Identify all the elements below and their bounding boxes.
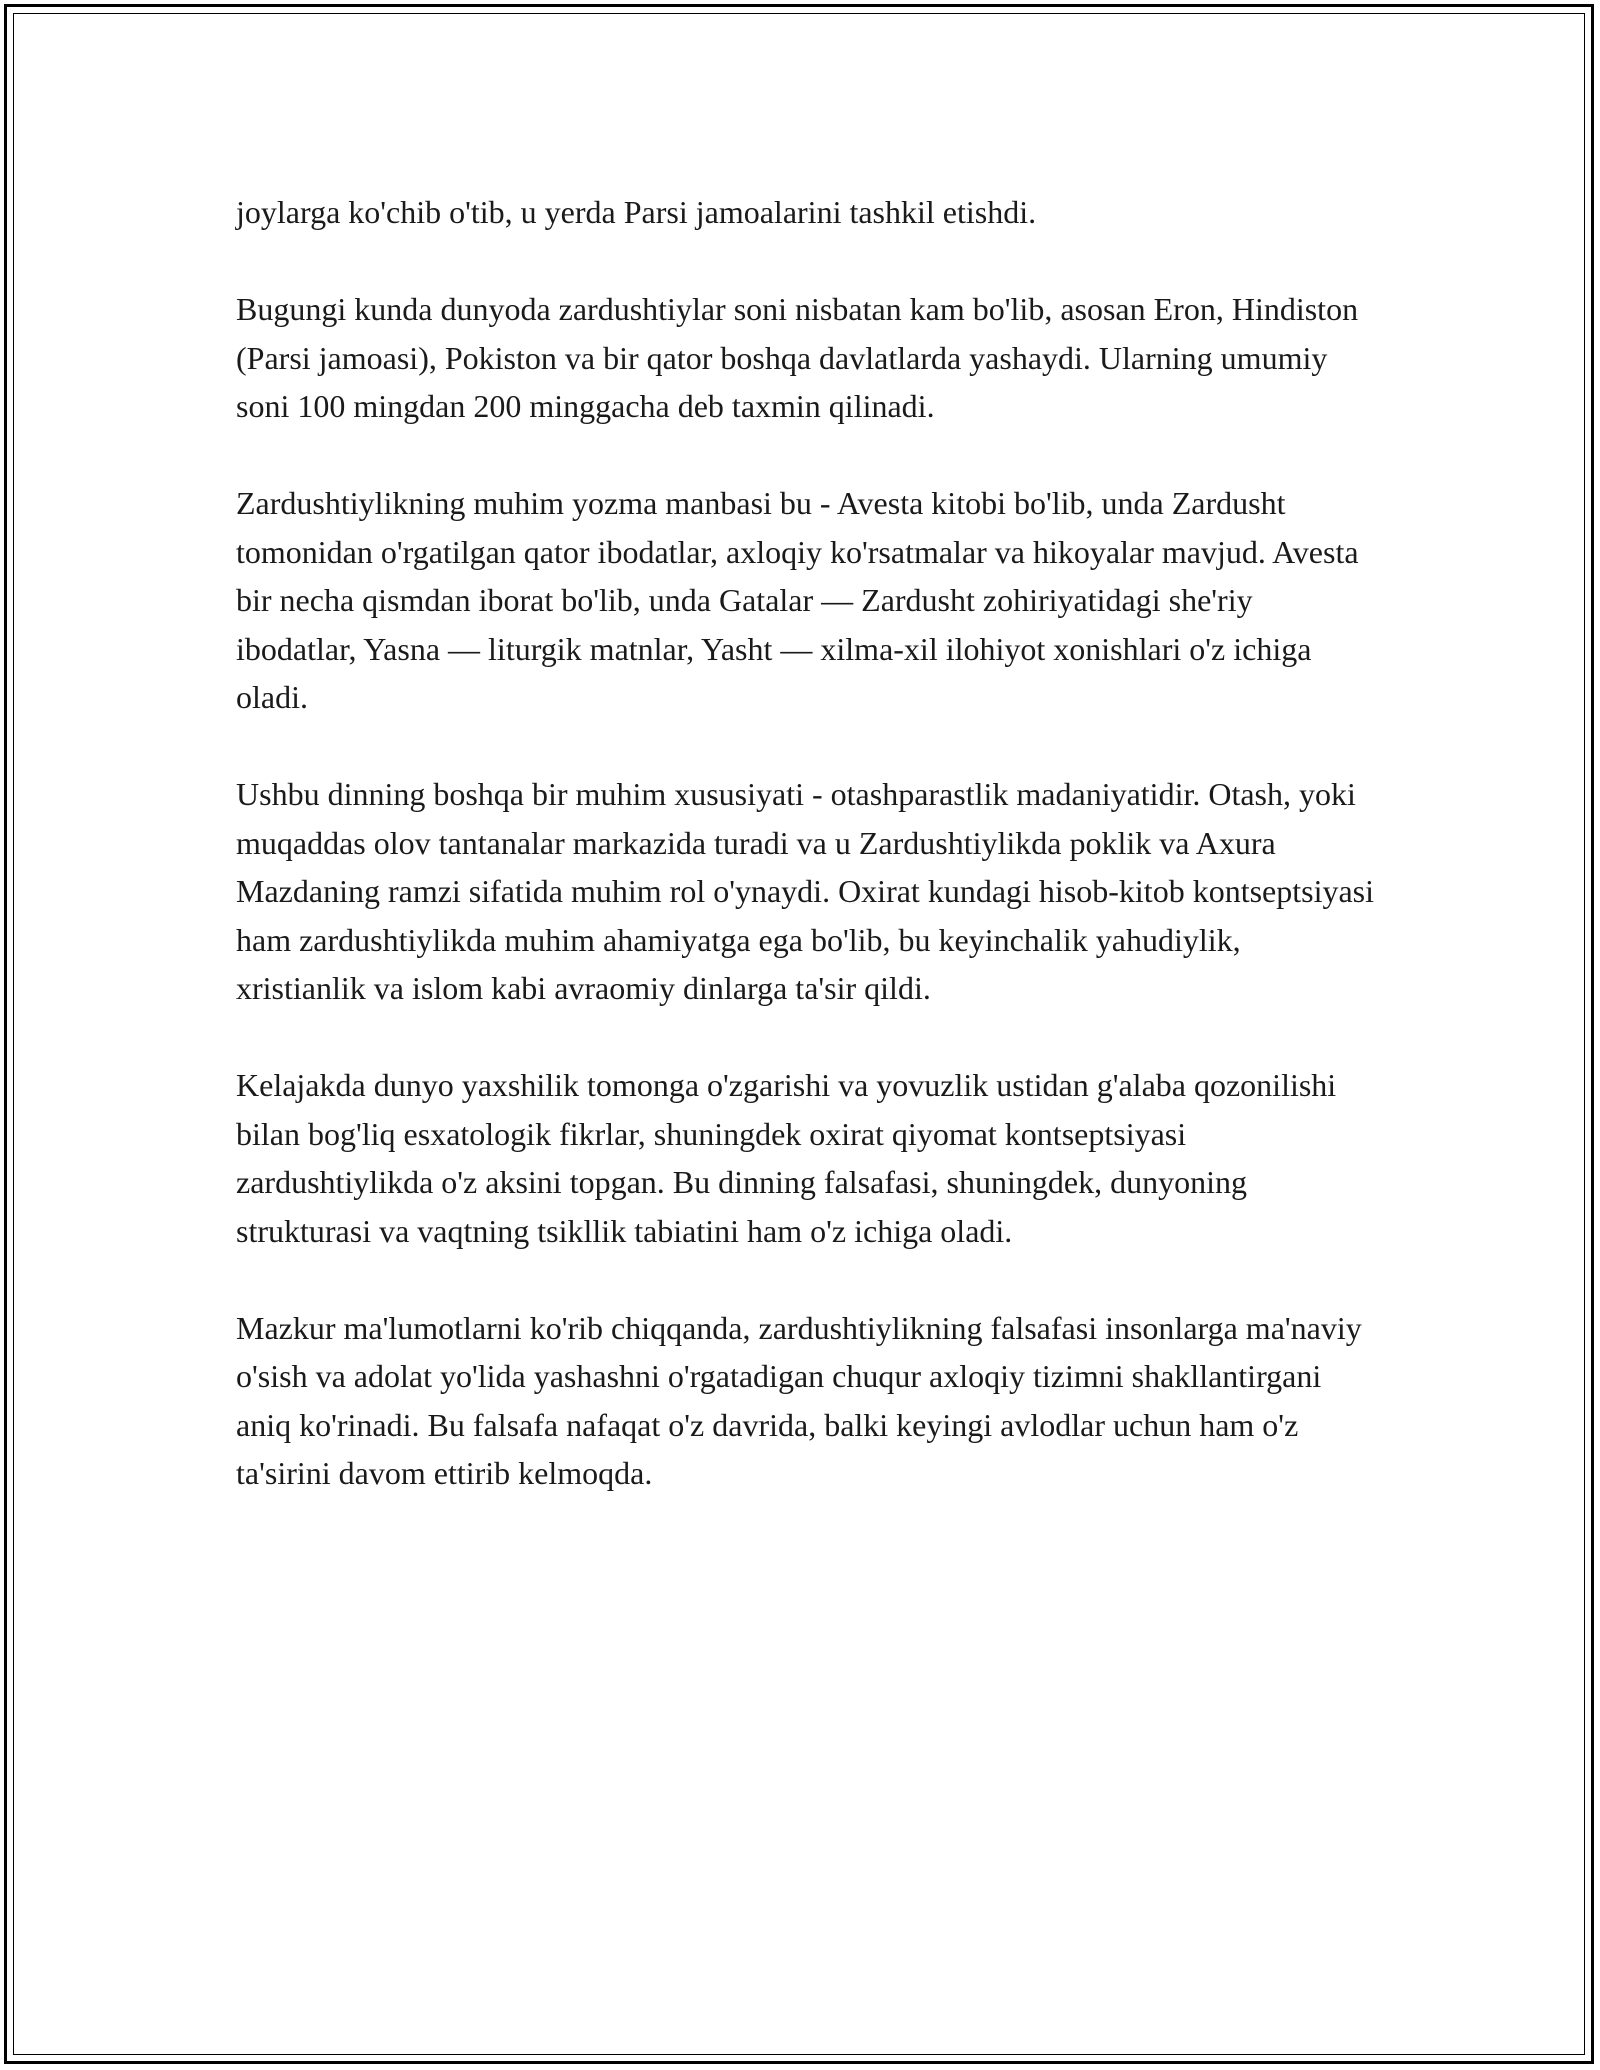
paragraph-4: Ushbu dinning boshqa bir muhim xususiyati - otashparastlik madaniyatidir. Otash, yoki muqaddas olov tantanalar markazida turadi va u Zardushtiylikda poklik va Axura Mazdaning ramzi sifatida muhim rol o'ynaydi. Oxirat kundagi hisob-kitob kontseptsiyasi ham zardushtiylikda muhim ahamiyatga ega bo'lib, bu keyinchalik yahudiylik, xristianlik va islom kabi avraomiy dinlarga ta'sir qildi.: [236, 776, 1375, 1006]
paragraph-1: joylarga ko'chib o'tib, u yerda Parsi jamoalarini tashkil etishdi.: [236, 194, 1037, 230]
paragraph-3: Zardushtiylikning muhim yozma manbasi bu - Avesta kitobi bo'lib, unda Zardusht tomonidan o'rgatilgan qator ibodatlar, axloqiy ko'rsatmalar va hikoyalar mavjud. Avesta bir necha qismdan iborat bo'lib, unda Gatalar — Zardusht zohiriyatidagi she'riy ibodatlar, Yasna — liturgik matnlar, Yasht — xilma-xil ilohiyot xonishlari o'z ichiga oladi.: [236, 485, 1359, 715]
paragraph-6: Mazkur ma'lumotlarni ko'rib chiqqanda, zardushtiylikning falsafasi insonlarga ma'naviy o'sish va adolat yo'lida yashashni o'rgatadigan chuqur axloqiy tizimni shakllantirgani aniq ko'rinadi. Bu falsafa nafaqat o'z davrida, balki keyingi avlodlar uchun ham o'z ta'sirini davom ettirib kelmoqda.: [236, 1309, 1362, 1491]
paragraph-5: Kelajakda dunyo yaxshilik tomonga o'zgarishi va yovuzlik ustidan g'alaba qozonilishi bilan bog'liq esxatologik fikrlar, shuningdek oxirat qiyomat kontseptsiyasi zardushtiylikda o'z aksini topgan. Bu dinning falsafasi, shuningdek, dunyoning strukturasi va vaqtning tsikllik tabiatini ham o'z ichiga oladi.: [236, 1067, 1337, 1249]
document-body: [236, 188, 1376, 1546]
paragraph-2: Bugungi kunda dunyoda zardushtiylar soni nisbatan kam bo'lib, asosan Eron, Hindiston (Parsi jamoasi), Pokiston va bir qator boshqa davlatlarda yashaydi. Ularning umumiy soni 100 mingdan 200 minggacha deb taxmin qilinadi.: [236, 291, 1359, 424]
